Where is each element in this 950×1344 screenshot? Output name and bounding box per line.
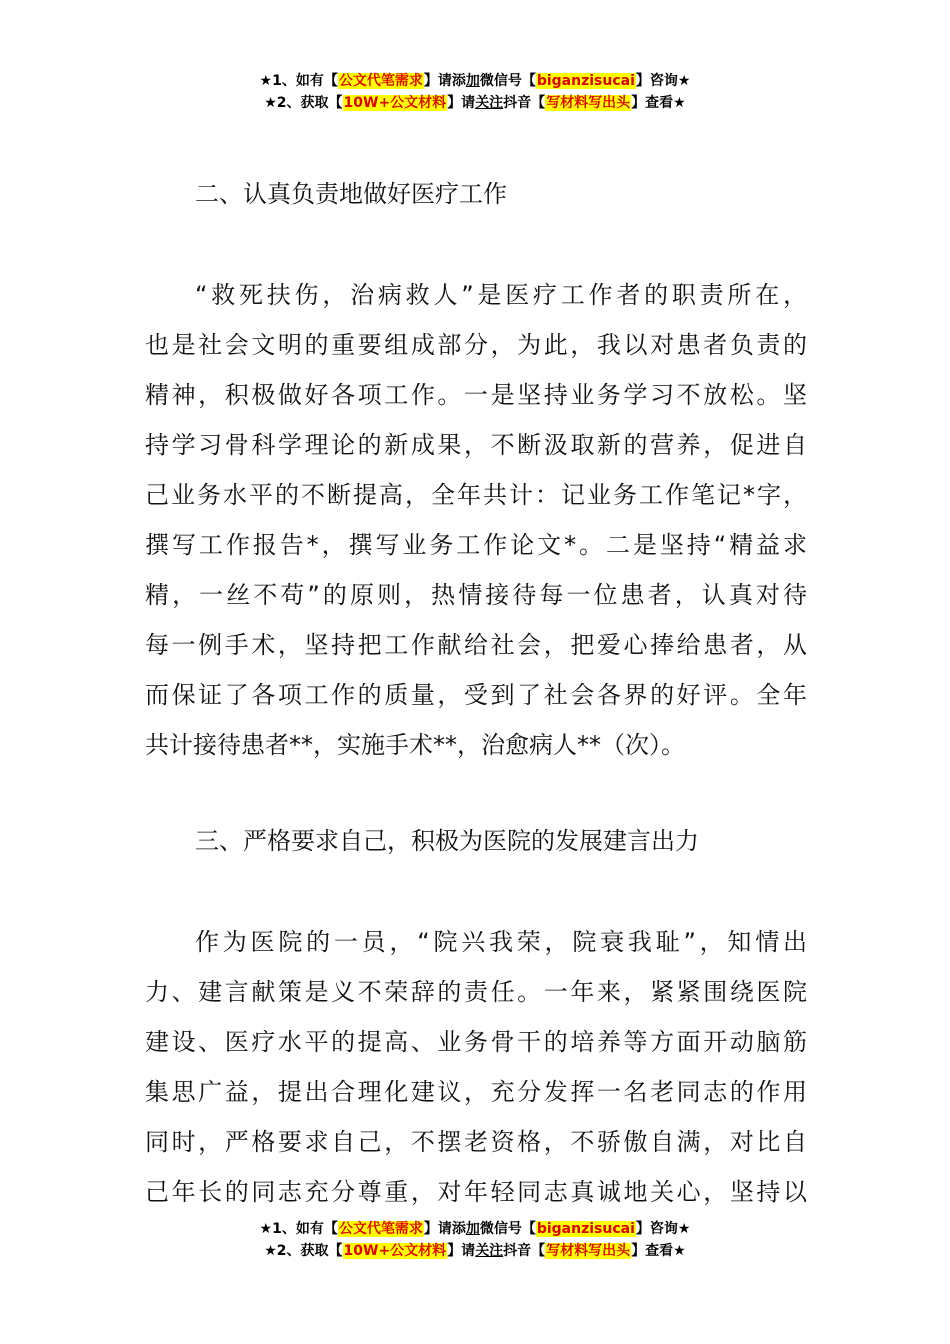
banner-text: 微信号【 [479,1221,536,1237]
paragraph-line: 精神，积极做好各项工作。一是坚持业务学习不放松。坚 [145,381,807,409]
banner-highlight: biganzisucai [536,1221,635,1237]
paragraph-line: 共计接待患者**，实施手术**，治愈病人**（次）。 [145,731,685,759]
footer-banner [0,1218,950,1262]
banner-text: 微信号【 [479,73,536,89]
paragraph-line: 作为医院的一员，“院兴我荣，院衰我耻”，知情出 [195,928,807,956]
banner-underlined: 加 [465,73,480,89]
paragraph-line: 撰写工作报告*，撰写业务工作论文*。二是坚持“精益求 [145,531,807,559]
banner-line-2 [0,1240,950,1262]
paragraph-line: 力、建言献策是义不荣辞的责任。一年来，紧紧围绕医院 [145,978,807,1006]
paragraph-self-discipline [145,917,807,1217]
banner-highlight: 写材料写出头 [546,95,631,111]
banner-highlight: 公文代笔需求 [338,73,423,89]
banner-highlight: 10W+公文材料 [343,95,447,111]
paragraph-line: 每一例手术，坚持把工作献给社会，把爱心捧给患者，从 [145,631,807,659]
banner-underlined: 关注 [475,95,504,111]
paragraph-line: 同时，严格要求自己，不摆老资格，不骄傲自满，对比自 [145,1128,807,1156]
banner-line-1 [0,1218,950,1240]
banner-text: 】请添 [423,1221,466,1237]
banner-underlined: 关注 [475,1243,504,1259]
section-heading-3: 三、严格要求自己，积极为医院的发展建言出力 [195,827,699,855]
paragraph-line: 己业务水平的不断提高，全年共计：记业务工作笔记*字， [145,481,807,509]
paragraph-line: 持学习骨科学理论的新成果，不断汲取新的营养，促进自 [145,431,807,459]
banner-text: 】请 [447,95,476,111]
banner-text: 】咨询★ [635,1221,691,1237]
banner-text: 】请 [447,1243,476,1259]
banner-text: 】请添 [423,73,466,89]
banner-text: 】查看★ [631,95,686,111]
banner-text: 】咨询★ [635,73,691,89]
banner-line-2 [0,92,950,114]
banner-text: ★1、如有【 [259,1221,338,1237]
banner-text: 抖音【 [503,95,546,111]
banner-text: 】查看★ [631,1243,686,1259]
paragraph-medical-work [145,270,807,770]
banner-line-1 [0,70,950,92]
paragraph-line: “救死扶伤，治病救人”是医疗工作者的职责所在， [195,281,807,309]
paragraph-line: 己年长的同志充分尊重，对年轻同志真诚地关心，坚持以 [145,1178,807,1206]
banner-text: ★1、如有【 [259,73,338,89]
paragraph-line: 而保证了各项工作的质量，受到了社会各界的好评。全年 [145,681,807,709]
banner-underlined: 加 [465,1221,480,1237]
paragraph-line: 集思广益，提出合理化建议，充分发挥一名老同志的作用 [145,1078,807,1106]
banner-text: ★2、获取【 [264,1243,343,1259]
header-banner [0,70,950,114]
paragraph-line: 建设、医疗水平的提高、业务骨干的培养等方面开动脑筋 [145,1028,807,1056]
section-heading-2: 二、认真负责地做好医疗工作 [195,180,507,208]
paragraph-line: 也是社会文明的重要组成部分，为此，我以对患者负责的 [145,331,807,359]
banner-highlight: 10W+公文材料 [343,1243,447,1259]
banner-text: 抖音【 [503,1243,546,1259]
banner-highlight: biganzisucai [536,73,635,89]
banner-text: ★2、获取【 [264,95,343,111]
banner-highlight: 公文代笔需求 [338,1221,423,1237]
paragraph-line: 精，一丝不苟”的原则，热情接待每一位患者，认真对待 [145,581,807,609]
banner-highlight: 写材料写出头 [546,1243,631,1259]
